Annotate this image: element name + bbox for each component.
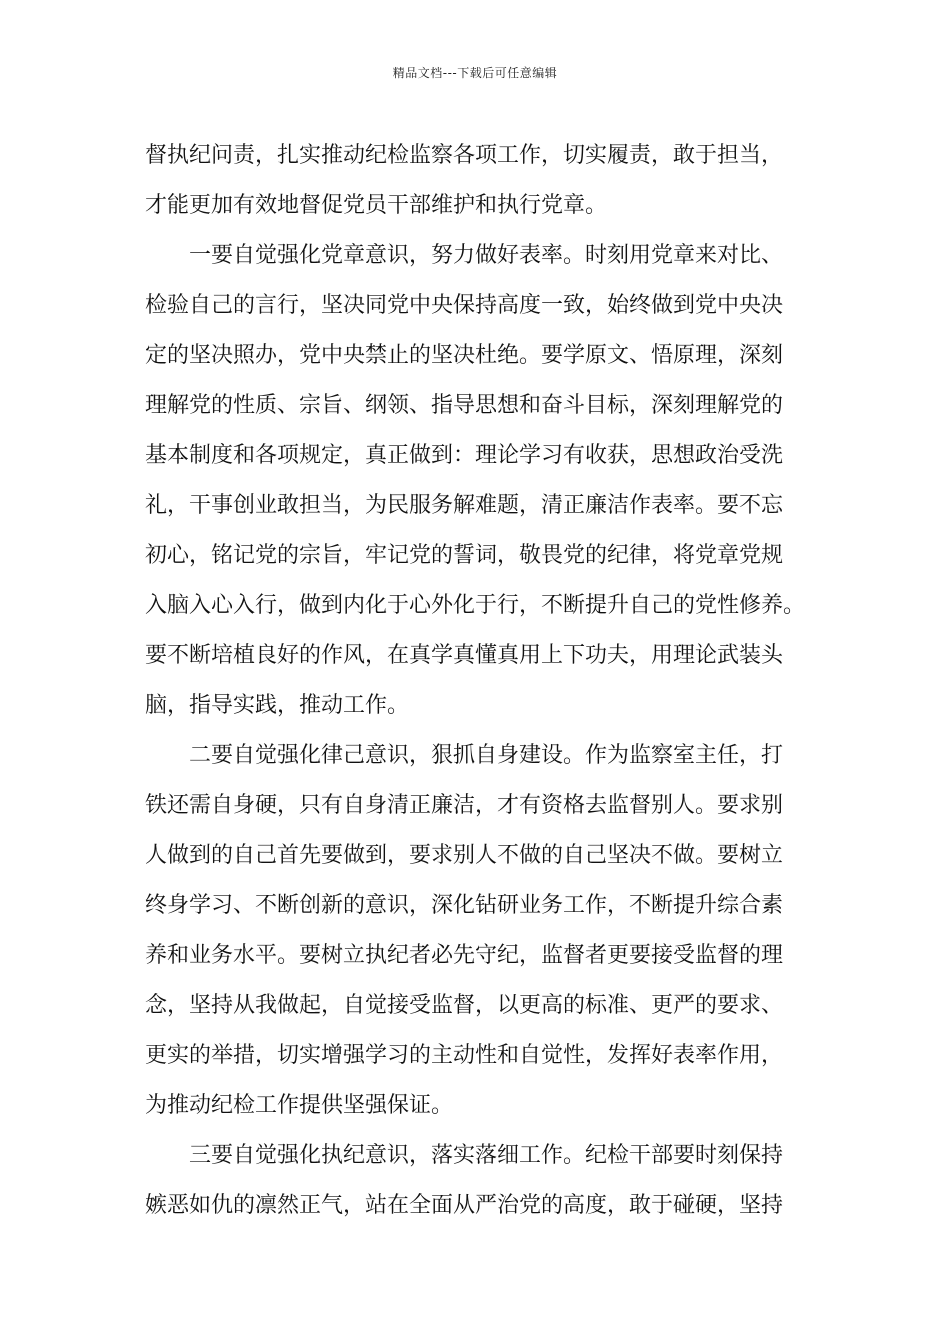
text-line: 督执纪问责，扎实推动纪检监察各项工作，切实履责，敢于担当， <box>145 143 784 168</box>
text-line: 要不断培植良好的作风，在真学真懂真用上下功夫，用理论武装头 <box>145 643 784 668</box>
text-line: 养和业务水平。要树立执纪者必先守纪，监督者更要接受监督的理 <box>145 943 784 968</box>
text-line: 礼，干事创业敢担当，为民服务解难题，清正廉洁作表率。要不忘 <box>145 493 784 518</box>
text-line: 检验自己的言行，坚决同党中央保持高度一致，始终做到党中央决 <box>145 293 784 318</box>
text-line: 入脑入心入行，做到内化于心外化于行，不断提升自己的党性修养。 <box>145 593 806 618</box>
text-line: 理解党的性质、宗旨、纲领、指导思想和奋斗目标，深刻理解党的 <box>145 393 784 418</box>
text-line: 脑，指导实践，推动工作。 <box>145 693 410 718</box>
text-line: 更实的举措，切实增强学习的主动性和自觉性，发挥好表率作用， <box>145 1043 784 1068</box>
text-line: 初心，铭记党的宗旨，牢记党的誓词，敬畏党的纪律，将党章党规 <box>145 543 784 568</box>
text-line: 人做到的自己首先要做到，要求别人不做的自己坚决不做。要树立 <box>145 843 784 868</box>
paragraph-start-line: 一要自觉强化党章意识，努力做好表率。时刻用党章来对比、 <box>189 243 784 268</box>
paragraph-start-line: 三要自觉强化执纪意识，落实落细工作。纪检干部要时刻保持 <box>189 1143 784 1168</box>
text-line: 为推动纪检工作提供坚强保证。 <box>145 1093 454 1118</box>
text-line: 念，坚持从我做起，自觉接受监督，以更高的标准、更严的要求、 <box>145 993 784 1018</box>
document-body <box>145 131 815 1231</box>
text-line: 定的坚决照办，党中央禁止的坚决杜绝。要学原文、悟原理，深刻 <box>145 343 784 368</box>
text-line: 基本制度和各项规定，真正做到：理论学习有收获，思想政治受洗 <box>145 443 784 468</box>
text-line: 铁还需自身硬，只有自身清正廉洁，才有资格去监督别人。要求别 <box>145 793 784 818</box>
text-line: 才能更加有效地督促党员干部维护和执行党章。 <box>145 193 608 218</box>
text-line: 嫉恶如仇的凛然正气，站在全面从严治党的高度，敢于碰硬，坚持 <box>145 1193 784 1218</box>
paragraph-start-line: 二要自觉强化律己意识，狠抓自身建设。作为监察室主任，打 <box>189 743 784 768</box>
page-header: 精品文档---下载后可任意编辑 <box>392 66 558 80</box>
text-line: 终身学习、不断创新的意识，深化钻研业务工作，不断提升综合素 <box>145 893 784 918</box>
